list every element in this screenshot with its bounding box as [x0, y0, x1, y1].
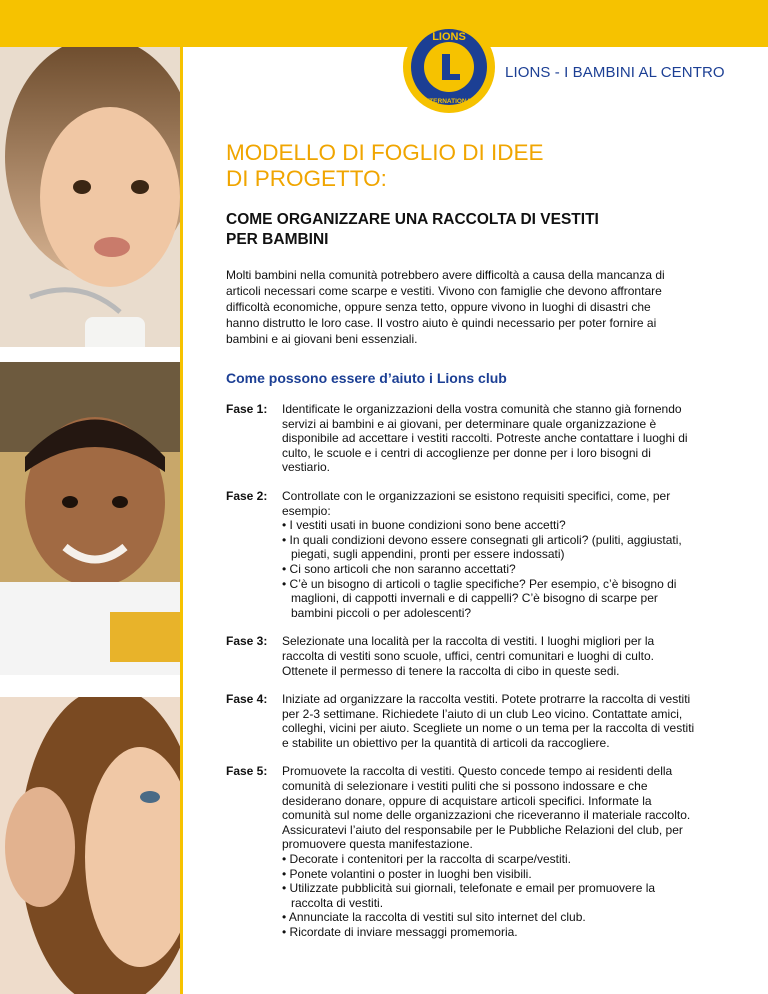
page-subtitle — [226, 210, 696, 250]
brand-tagline: LIONS - I BAMBINI AL CENTRO — [505, 64, 725, 81]
step-label: Fase 2: — [226, 488, 268, 503]
step-text: Controllate con le organizzazioni se esistono requisiti specifici, come, per esempio: — [282, 488, 671, 518]
photo-girl-eating — [0, 47, 180, 360]
step-bullet: • Ricordate di inviare messaggi promemoria. — [282, 925, 518, 939]
step-text: Promuovete la raccolta di vestiti. Questo concede tempo ai residenti della comunità di selezionare i vestiti puliti che si possono indossare e che desiderano donare, oppure di acquistare articoli specifici. Informate la comunità sul nome delle organizzazioni che riceveranno il materiale raccolto. Assicuratevi l’aiuto del responsabile per le Pubbliche Relazioni del club, per promuovere questa manifestazione. — [282, 764, 691, 852]
step-bullet: • In quali condizioni devono essere consegnati gli articoli? (puliti, aggiustati, piegati, sugli appendini, pronti per essere indossati) — [282, 532, 682, 562]
step-label: Fase 4: — [226, 692, 268, 707]
step-bullet: • I vestiti usati in buone condizioni sono bene accetti? — [282, 518, 566, 533]
step-bullet: • C’è un bisogno di articoli o taglie specifiche? Per esempio, c’è bisogno di maglioni, di cappotti invernali e di cappelli? C’è bisogno di scarpe per bambini piccoli o per adolescenti? — [282, 576, 677, 620]
vertical-divider — [180, 47, 183, 994]
step-3 — [226, 634, 696, 678]
step-4 — [226, 692, 696, 750]
step-bullet: • Ci sono articoli che non saranno accettati? — [282, 561, 516, 576]
step-2 — [226, 489, 696, 620]
step-body — [282, 634, 696, 678]
title-line-2: DI PROGETTO: — [226, 166, 387, 191]
subtitle-line-1: COME ORGANIZZARE UNA RACCOLTA DI VESTITI — [226, 211, 599, 228]
step-text: Iniziate ad organizzare la raccolta vestiti. Potete protrarre la raccolta di vestiti per 2-3 settimane. Richiedete l’aiuto di un club Leo vicino. Contattate amici, colleghi, vicini per aiuto. Scegliete un nome o un tema per la raccolta di vestiti e stabilite un obiettivo per la quantità di articoli da raccogliere. — [282, 692, 695, 750]
step-text: Selezionate una località per la raccolta di vestiti. I luoghi migliori per la raccolta di vestiti sono scuole, uffici, centri comunitari e luoghi di culto. Ottenete il permesso di tenere la raccolta di cibo in queste sedi. — [282, 634, 655, 678]
title-line-1: MODELLO DI FOGLIO DI IDEE — [226, 140, 544, 165]
step-label: Fase 5: — [226, 764, 268, 779]
photo-boy-smiling — [0, 362, 180, 675]
step-body — [282, 402, 696, 475]
top-accent-bar — [0, 0, 768, 47]
logo-bottom-text: INTERNATIONAL — [422, 98, 476, 105]
step-1 — [226, 402, 696, 475]
steps-list — [226, 402, 696, 940]
step-bullet: • Utilizzate pubblicità sui giornali, telefonate e email per promuovere la raccolta di vestiti. — [282, 881, 656, 910]
step-body — [282, 489, 696, 620]
intro-paragraph: Molti bambini nella comunità potrebbero avere difficoltà a causa della mancanza di articoli necessari come scarpe e vestiti. Vivono con famiglie che devono affrontare difficoltà economiche, oppure senza tetto, oppure vivono in luoghi di disastri che hanno distrutto le loro case. Il vostro aiuto è quindi necessario per poter fornire ai bambini e ai giovani beni essenziali. — [226, 268, 665, 346]
photo-girl-profile — [0, 677, 180, 994]
photo-column — [0, 47, 180, 994]
section-heading: Come possono essere d’aiuto i Lions club — [226, 370, 507, 386]
step-label: Fase 3: — [226, 634, 268, 649]
page-title — [226, 140, 686, 192]
lions-logo — [400, 18, 498, 116]
step-label: Fase 1: — [226, 402, 268, 416]
step-body — [282, 692, 696, 750]
step-bullet: • Ponete volantini o poster in luoghi ben visibili. — [282, 866, 532, 881]
logo-top-text: LIONS — [432, 31, 466, 43]
step-bullet: • Decorate i contenitori per la raccolta di scarpe/vestiti. — [282, 852, 571, 867]
step-5 — [226, 764, 696, 939]
step-bullet: • Annunciate la raccolta di vestiti sul sito internet del club. — [282, 910, 586, 925]
subtitle-line-2: PER BAMBINI — [226, 231, 329, 248]
step-text: Identificate le organizzazioni della vostra comunità che stanno già fornendo servizi ai bambini e ai giovani, per determinare quale organizzazione è disponibile ad accettare i vestiti raccolti. Potreste anche contattare i luoghi di culto, le scuole e i centri di accoglienze per donne per i loro bisogni di vestiario. — [282, 402, 688, 475]
step-body — [282, 764, 696, 939]
